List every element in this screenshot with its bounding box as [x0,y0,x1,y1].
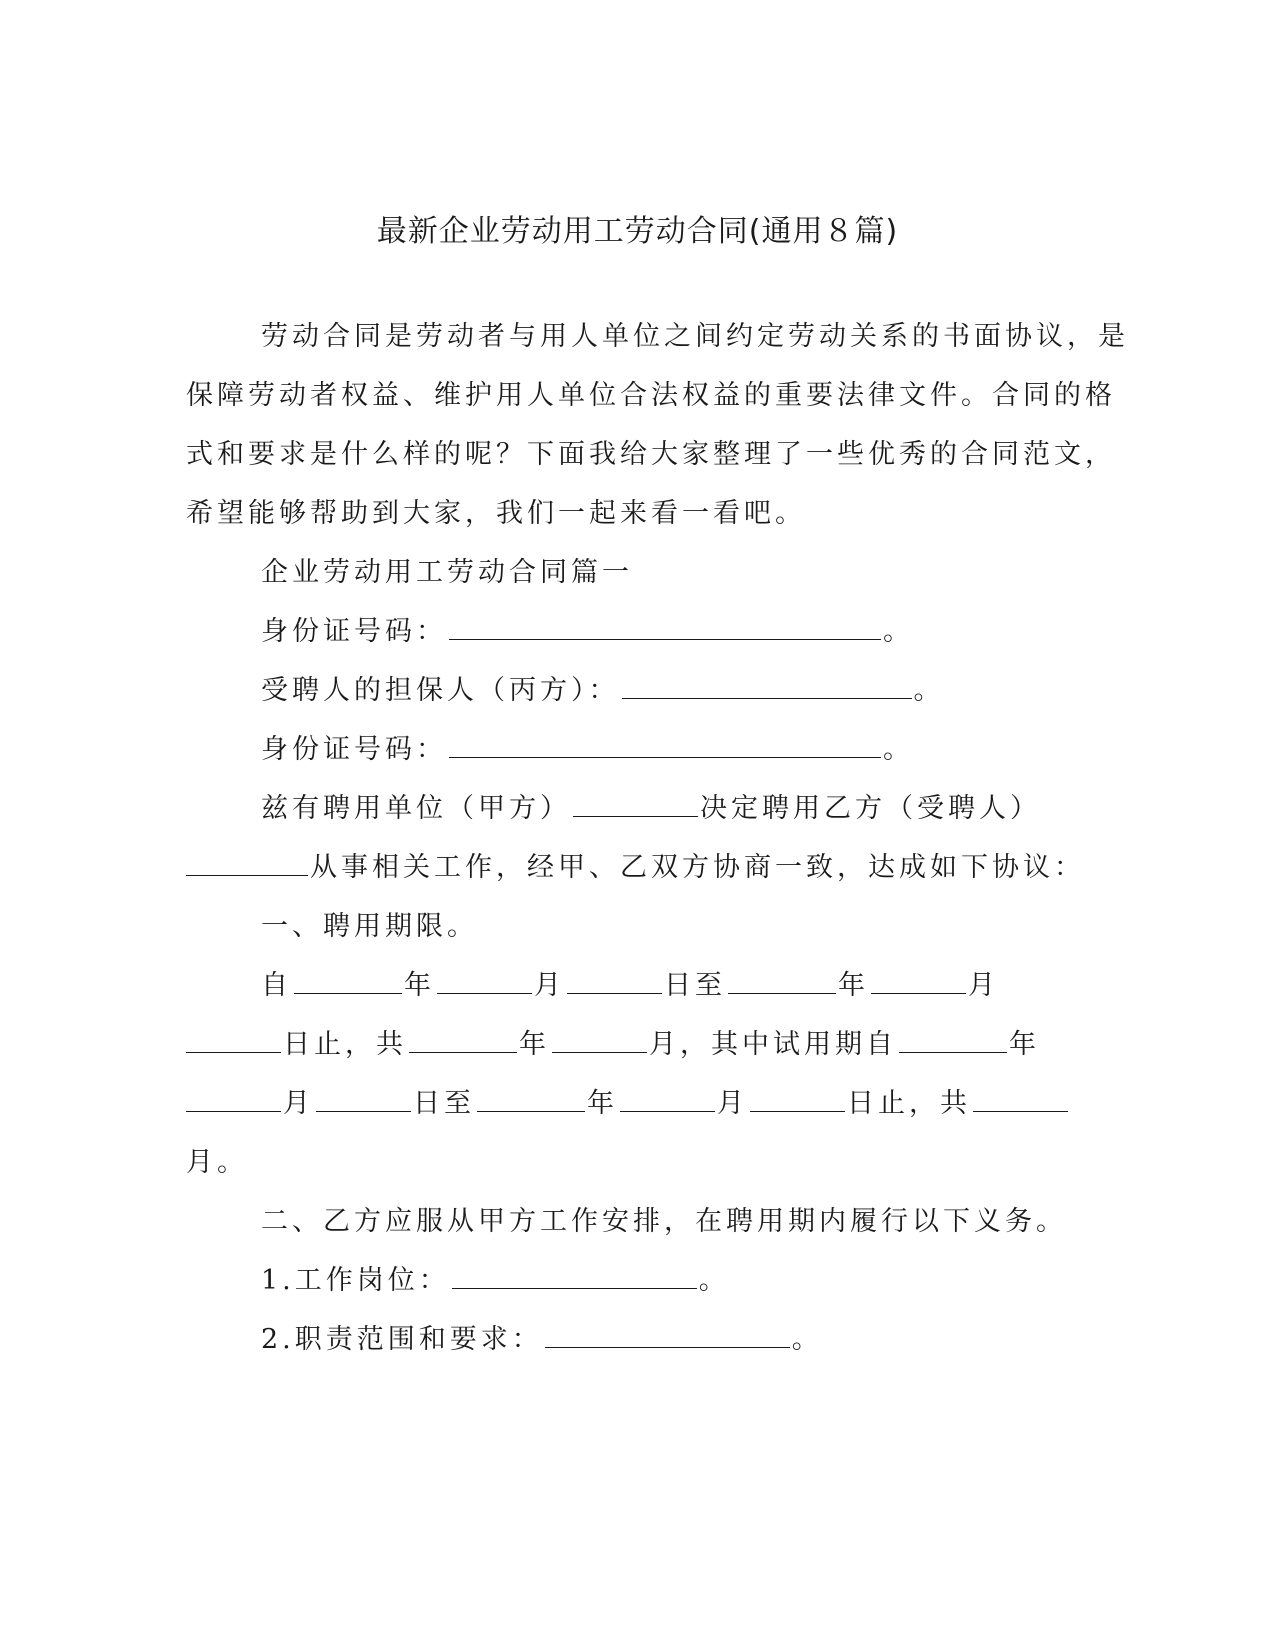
duties-blank[interactable] [545,1321,790,1348]
text-year: 年 [1009,1029,1040,1060]
end-day-blank[interactable] [186,1026,281,1053]
guarantor-id-blank[interactable] [449,731,881,758]
id-number-label: 身份证号码： [261,616,447,647]
id-number-row-1 [261,612,914,652]
guarantor-label: 受聘人的担保人（丙方）： [261,675,620,706]
intro-line-4: 希望能够帮助到大家，我们一起来看一看吧。 [186,498,806,529]
trial-start-month-blank[interactable] [186,1085,281,1112]
text-day-to: 日至 [413,1088,475,1119]
text-month: 月 [717,1088,748,1119]
trial-total-months-blank[interactable] [973,1085,1068,1112]
text-year: 年 [519,1029,550,1060]
text-year: 年 [587,1088,618,1119]
id-number-blank[interactable] [449,613,881,640]
text-month: 月 [534,970,565,1001]
term-row-2 [186,1025,1040,1065]
total-months-blank[interactable] [552,1026,647,1053]
term-heading: 一、聘用期限。 [261,911,478,942]
duties-heading: 二、乙方应服从甲方工作安排，在聘用期内履行以下义务。 [261,1206,1067,1237]
text-day-to: 日至 [664,970,726,1001]
text-year: 年 [838,970,869,1001]
hire-text-1: 兹有聘用单位（甲方） [261,793,571,824]
intro-line-1: 劳动合同是劳动者与用人单位之间约定劳动关系的书面协议，是 [261,321,1129,352]
intro-line-3: 式和要求是什么样的呢？下面我给大家整理了一些优秀的合同范文， [186,439,1116,470]
id-number-row-2 [261,730,914,770]
text-zi: 自 [261,970,292,1001]
term-row-4: 月。 [186,1147,248,1178]
id-number-label: 身份证号码： [261,734,447,765]
end-month-blank[interactable] [871,967,966,994]
section-heading: 企业劳动用工劳动合同篇一 [261,557,633,588]
position-blank[interactable] [452,1262,697,1289]
text-trial: 月，其中试用期自 [649,1029,897,1060]
guarantor-row [261,671,945,711]
trial-end-month-blank[interactable] [620,1085,715,1112]
document-title: 最新企业劳动用工劳动合同(通用８篇) [376,214,899,249]
start-month-blank[interactable] [437,967,532,994]
hire-row-1 [261,789,1041,829]
period: 。 [883,616,914,647]
hire-text-2: 决定聘用乙方（受聘人） [700,793,1041,824]
employer-blank[interactable] [573,790,698,817]
period: 。 [698,1265,730,1296]
total-years-blank[interactable] [409,1026,517,1053]
period: 。 [791,1324,823,1355]
period: 。 [913,675,945,706]
hire-text-3: 从事相关工作，经甲、乙双方协商一致，达成如下协议： [310,852,1085,883]
text-month: 月 [968,970,999,1001]
end-year-blank[interactable] [728,967,836,994]
guarantor-blank[interactable] [622,672,912,699]
term-row-3 [186,1084,1070,1124]
intro-line-2: 保障劳动者权益、维护用人单位合法权益的重要法律文件。合同的格 [186,380,1116,411]
duty-item-2 [261,1320,823,1360]
duty-item-1 [261,1261,730,1301]
start-year-blank[interactable] [294,967,402,994]
trial-end-day-blank[interactable] [750,1085,845,1112]
trial-end-year-blank[interactable] [477,1085,585,1112]
position-label: 1.工作岗位： [261,1265,450,1296]
text-day-total: 日止，共 [847,1088,971,1119]
period: 。 [883,734,914,765]
employee-blank[interactable] [186,849,308,876]
hire-row-2 [186,848,1085,888]
text-day-total: 日止，共 [283,1029,407,1060]
trial-start-year-blank[interactable] [899,1026,1007,1053]
text-year: 年 [404,970,435,1001]
start-day-blank[interactable] [567,967,662,994]
trial-start-day-blank[interactable] [316,1085,411,1112]
text-month: 月 [283,1088,314,1119]
term-row-1 [261,966,999,1006]
duties-label: 2.职责范围和要求： [261,1324,543,1355]
